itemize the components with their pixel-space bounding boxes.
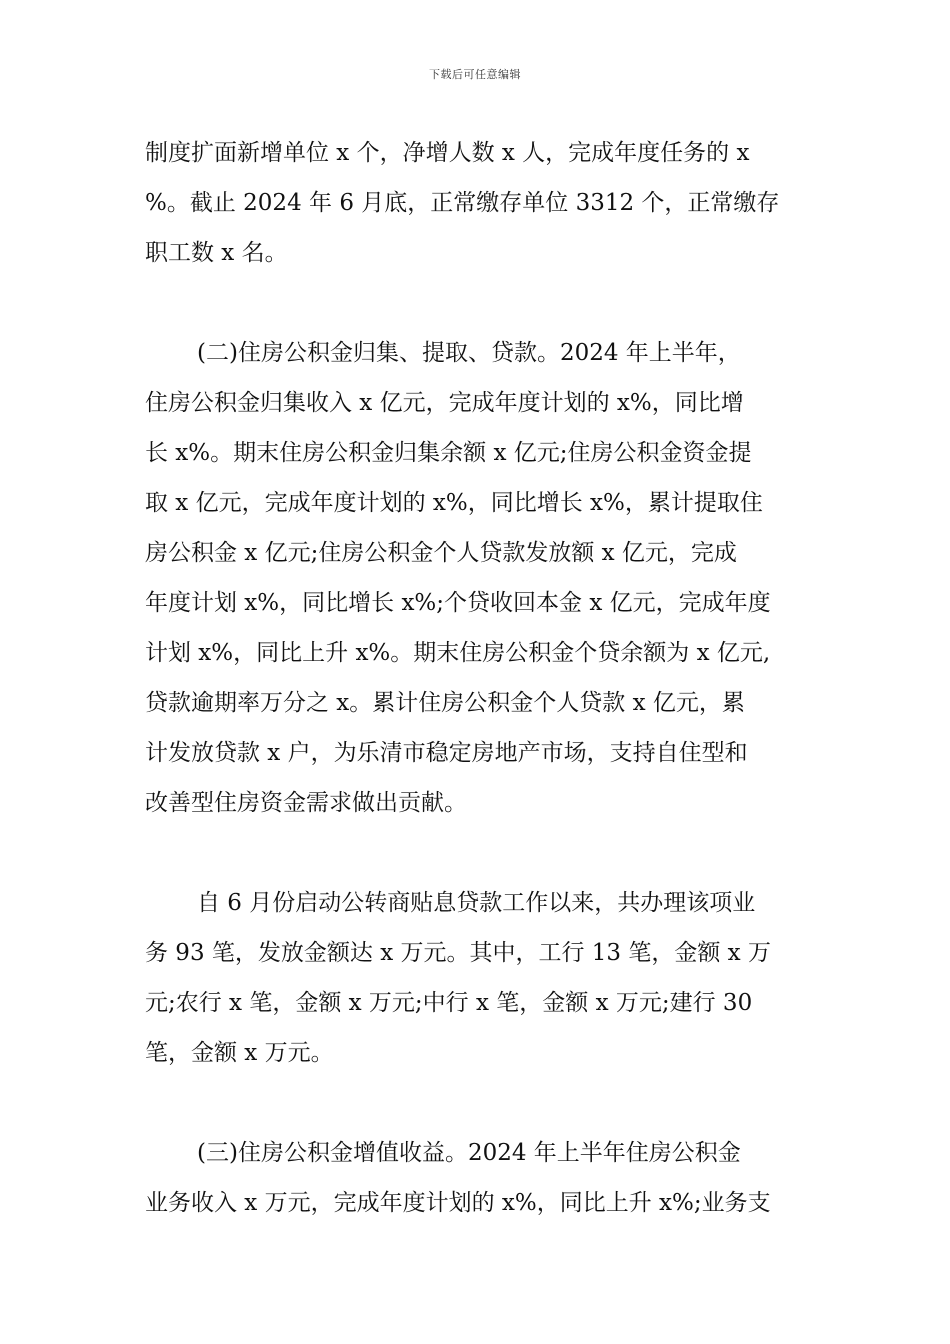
document-body (145, 128, 809, 1228)
text-line: (二)住房公积金归集、提取、贷款。2024 年上半年， (197, 340, 741, 366)
paragraph-gap (145, 828, 809, 878)
text-line: 业务收入 x 万元，完成年度计划的 x%，同比上升 x%;业务支 (145, 1190, 771, 1216)
text-line: 房公积金 x 亿元;住房公积金个人贷款发放额 x 亿元，完成 (145, 540, 737, 566)
text-line: 计划 x%，同比上升 x%。期末住房公积金个贷余额为 x 亿元, (145, 640, 771, 666)
text-line: 元;农行 x 笔，金额 x 万元;中行 x 笔，金额 x 万元;建行 30 (145, 990, 753, 1016)
text-line: 长 x%。期末住房公积金归集余额 x 亿元;住房公积金资金提 (145, 440, 752, 466)
text-line: 务 93 笔，发放金额达 x 万元。其中，工行 13 笔，金额 x 万 (145, 940, 771, 966)
text-line: 住房公积金归集收入 x 亿元，完成年度计划的 x%，同比增 (145, 390, 744, 416)
paragraph-membership (145, 128, 809, 278)
text-line: 计发放贷款 x 户，为乐清市稳定房地产市场，支持自住型和 (145, 740, 748, 766)
paragraph-collection-loans (145, 328, 809, 828)
page-header: 下载后可任意编辑 (429, 68, 521, 81)
paragraph-subsidized-loans (145, 878, 809, 1078)
text-line: (三)住房公积金增值收益。2024 年上半年住房公积金 (197, 1140, 741, 1166)
text-line: 贷款逾期率万分之 x。累计住房公积金个人贷款 x 亿元，累 (145, 690, 745, 716)
paragraph-value-added-income (145, 1128, 809, 1228)
paragraph-gap (145, 278, 809, 328)
text-line: 自 6 月份启动公转商贴息贷款工作以来，共办理该项业 (197, 890, 756, 916)
text-line: 取 x 亿元，完成年度计划的 x%，同比增长 x%，累计提取住 (145, 490, 763, 516)
paragraph-gap (145, 1078, 809, 1128)
text-line: 职工数 x 名。 (145, 240, 288, 266)
text-line: 笔，金额 x 万元。 (145, 1040, 334, 1066)
text-line: 年度计划 x%，同比增长 x%;个贷收回本金 x 亿元，完成年度 (145, 590, 771, 616)
text-line: 制度扩面新增单位 x 个，净增人数 x 人，完成年度任务的 x (145, 140, 750, 166)
text-line: %。截止 2024 年 6 月底，正常缴存单位 3312 个，正常缴存 (145, 190, 780, 216)
text-line: 改善型住房资金需求做出贡献。 (145, 790, 467, 816)
